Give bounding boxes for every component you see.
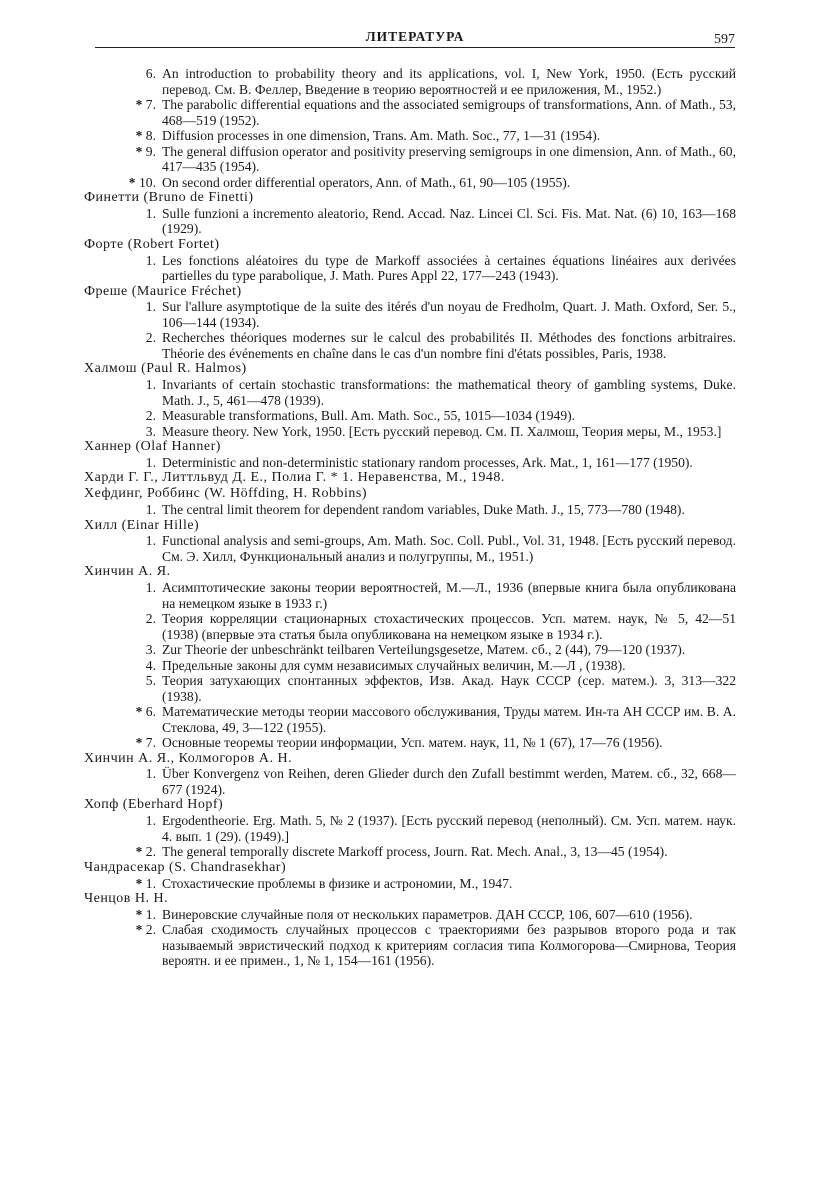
reference-number: 3. xyxy=(145,642,156,658)
bibliography-list xyxy=(84,66,736,969)
reference-entry xyxy=(84,66,736,97)
reference-entry xyxy=(84,175,736,191)
reference-text: Винеровские случайные поля от нескольких параметров. ДАН СССР, 106, 607—610 (1956). xyxy=(162,906,693,922)
reference-entry xyxy=(84,253,736,284)
reference-text: An introduction to probability theory and its applications, vol. I, New York, 1950. (Есть русский перевод. См. В. Феллер, Введение в теорию вероятностей и ее приложения, М., 1952.) xyxy=(162,66,736,97)
reference-entry xyxy=(84,907,736,923)
reference-text: Zur Theorie der unbeschränkt teilbaren Verteilungsgesetze, Матем. сб., 2 (44), 79—120 (1937). xyxy=(162,642,686,658)
reference-entry xyxy=(84,658,736,674)
reference-number: * 7. xyxy=(122,735,156,751)
reference-number: * 1. xyxy=(122,876,156,892)
reference-text: Measure theory. New York, 1950. [Есть русский перевод. См. П. Халмош, Теория меры, М., 1953.] xyxy=(162,423,722,439)
reference-entry xyxy=(84,813,736,844)
author-heading: Хефдинг, Роббинс (W. Höffding, H. Robbins) xyxy=(84,486,367,502)
reference-text: Recherches théoriques modernes sur le calcul des probabilités II. Méthodes des fonctions arbitraires. Théorie des événements en chaîne dans le cas d'un nombre fini d'états possibles, Paris, 1938. xyxy=(162,330,736,361)
reference-entry xyxy=(84,299,736,330)
author-heading: Финетти (Bruno de Finetti) xyxy=(84,190,254,205)
reference-entry xyxy=(84,144,736,175)
header-rule xyxy=(95,47,735,48)
author-heading: Ченцов Н. Н. xyxy=(84,891,169,907)
reference-entry xyxy=(84,502,736,518)
reference-number: 6. xyxy=(145,66,156,81)
reference-entry xyxy=(84,377,736,408)
reference-text: Invariants of certain stochastic transformations: the mathematical theory of gambling systems, Duke. Math. J., 5, 461—478 (1939). xyxy=(162,377,736,408)
reference-number: 4. xyxy=(145,657,156,673)
reference-text: Стохастические проблемы в физике и астрономии, М., 1947. xyxy=(162,875,513,891)
reference-text: Математические методы теории массового обслуживания, Труды матем. Ин-та АН СССР им. В. А. Стеклова, 49, 3—122 (1955). xyxy=(162,704,736,735)
reference-entry xyxy=(84,611,736,642)
reference-entry xyxy=(84,580,736,611)
author-heading: Хопф (Eberhard Hopf) xyxy=(84,797,224,813)
reference-text: The central limit theorem for dependent random variables, Duke Math. J., 15, 773—780 (1948). xyxy=(162,502,685,518)
reference-number: 1. xyxy=(145,205,156,221)
running-title: ЛИТЕРАТУРА xyxy=(365,29,465,44)
author-heading: Форте (Robert Fortet) xyxy=(84,236,220,252)
author-heading: Чандрасекар (S. Chandrasekhar) xyxy=(84,859,287,875)
reference-number: 1. xyxy=(145,813,156,829)
reference-entry xyxy=(84,766,736,797)
reference-number: 1. xyxy=(145,454,156,470)
reference-text: Слабая сходимость случайных процессов с траекториями без разрывов второго рода и так называемый эвристический подход к критериям согласия типа Колмогорова—Смирнова, Теория вероятн. и ее примен., 1, № 1, 154—161 (1956). xyxy=(162,922,736,969)
reference-text: Sur l'allure asymptotique de la suite des itérés d'un noyau de Fredholm, Quart. J. Math. Oxford, Ser. 5., 106—144 (1934). xyxy=(162,299,736,330)
reference-text: Асимптотические законы теории вероятностей, М.—Л., 1936 (впервые книга была опубликована на немецком языке в 1933 г.) xyxy=(162,580,736,611)
reference-number: 1. xyxy=(145,252,156,268)
reference-entry xyxy=(84,330,736,361)
reference-text: The parabolic differential equations and the associated semigroups of transformations, Ann. of Math., 53, 468—519 (1952). xyxy=(162,97,736,128)
author-heading: Хинчин А. Я. xyxy=(84,564,171,580)
reference-number: * 9. xyxy=(122,144,156,160)
author-heading: Фреше (Maurice Fréchet) xyxy=(84,283,242,299)
reference-number: * 10. xyxy=(122,175,156,191)
reference-number: 3. xyxy=(145,423,156,439)
reference-entry xyxy=(84,424,736,440)
reference-number: * 2. xyxy=(122,922,156,938)
reference-number: 1. xyxy=(145,299,156,315)
reference-text: On second order differential operators, Ann. of Math., 61, 90—105 (1955). xyxy=(162,174,571,190)
reference-entry xyxy=(84,128,736,144)
reference-entry xyxy=(84,922,736,969)
reference-number: * 1. xyxy=(122,907,156,923)
reference-entry xyxy=(84,844,736,860)
reference-text: Основные теоремы теории информации, Усп. матем. наук, 11, № 1 (67), 17—76 (1956). xyxy=(162,735,663,751)
reference-text: Über Konvergenz von Reihen, deren Glieder durch den Zufall bestimmt werden, Матем. сб., 32, 668—677 (1924). xyxy=(162,766,736,797)
reference-text: Теория затухающих спонтанных эффектов, Изв. Акад. Наук СССР (сер. матем.). 3, 313—322 (1938). xyxy=(162,673,736,704)
reference-number: 5. xyxy=(145,673,156,689)
reference-text: Deterministic and non-deterministic stationary random processes, Ark. Mat., 1, 161—177 (1950). xyxy=(162,454,693,470)
reference-text: Measurable transformations, Bull. Am. Math. Soc., 55, 1015—1034 (1949). xyxy=(162,408,576,424)
reference-entry xyxy=(84,408,736,424)
page-header xyxy=(95,29,735,51)
reference-number: * 7. xyxy=(122,97,156,113)
reference-text: Sulle funzioni a incremento aleatorio, Rend. Accad. Naz. Lincei Cl. Sci. Fis. Mat. Nat. (6) 10, 163—168 (1929). xyxy=(162,205,736,237)
reference-number: 1. xyxy=(145,766,156,782)
page-number: 597 xyxy=(714,32,735,47)
reference-number: * 6. xyxy=(122,704,156,720)
reference-text: Diffusion processes in one dimension, Trans. Am. Math. Soc., 77, 1—31 (1954). xyxy=(162,128,601,143)
reference-entry xyxy=(84,455,736,471)
author-heading: Хилл (Einar Hille) xyxy=(84,517,200,533)
reference-entry xyxy=(84,876,736,892)
reference-text: Functional analysis and semi-groups, Am. Math. Soc. Coll. Publ., Vol. 31, 1948. [Есть русский перевод. См. Э. Хилл, Функциональный анализ и полугруппы, М., 1951.) xyxy=(162,533,736,564)
author-heading: Ханнер (Olaf Hanner) xyxy=(84,439,221,455)
reference-number: * 8. xyxy=(122,128,156,144)
reference-number: 1. xyxy=(145,377,156,393)
reference-number: 2. xyxy=(145,611,156,627)
reference-text: Предельные законы для сумм независимых случайных величин, М.—Л , (1938). xyxy=(162,657,626,673)
reference-text: The general diffusion operator and positivity preserving semigroups in one dimension, Ann. of Math., 60, 417—435 (1954). xyxy=(162,143,736,174)
reference-entry xyxy=(84,673,736,704)
reference-text: The general temporally discrete Markoff process, Journ. Rat. Mech. Anal., 3, 13—45 (1954). xyxy=(162,844,668,860)
reference-text: Теория корреляции стационарных стохастических процессов. Усп. матем. наук, № 5, 42—51 (1938) (впервые эта статья была опубликована на немецком языке в 1934 г.). xyxy=(162,611,736,642)
reference-entry xyxy=(84,533,736,564)
reference-entry xyxy=(84,704,736,735)
author-heading: Харди Г. Г., Литтльвуд Д. Е., Полиа Г. * 1. Неравенства, М., 1948. xyxy=(84,470,505,486)
reference-entry xyxy=(84,97,736,128)
reference-number: 2. xyxy=(145,330,156,346)
reference-entry xyxy=(84,735,736,751)
reference-number: 1. xyxy=(145,502,156,518)
reference-number: 1. xyxy=(145,533,156,549)
reference-text: Ergodentheorie. Erg. Math. 5, № 2 (1937). [Есть русский перевод (неполный). См. Усп. матем. наук. 4. вып. 1 (29). (1949).] xyxy=(162,813,736,844)
author-heading: Хинчин А. Я., Колмогоров А. Н. xyxy=(84,750,293,766)
reference-entry xyxy=(84,642,736,658)
reference-entry xyxy=(84,206,736,237)
reference-number: * 2. xyxy=(122,844,156,860)
reference-number: 2. xyxy=(145,408,156,424)
reference-text: Les fonctions aléatoires du type de Markoff associées à certaines équations linéaires aux derivées partielles du type parabolique, J. Math. Pures Appl 22, 177—243 (1943). xyxy=(162,252,736,284)
reference-number: 1. xyxy=(145,580,156,596)
author-heading: Халмош (Paul R. Halmos) xyxy=(84,361,247,377)
